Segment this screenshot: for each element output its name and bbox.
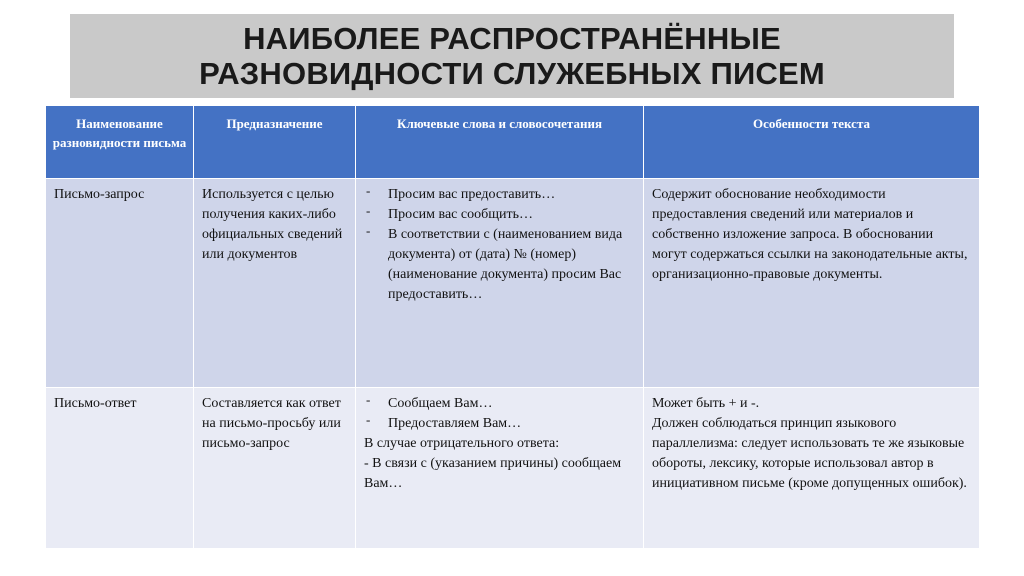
title-line-1: НАИБОЛЕЕ РАСПРОСТРАНЁННЫЕ	[243, 21, 781, 56]
cell-keywords	[356, 179, 644, 388]
cell-name: Письмо-ответ	[46, 388, 194, 549]
cell-keywords	[356, 388, 644, 549]
header-purpose: Предназначение	[194, 106, 356, 179]
list-item: - Предоставляем Вам…	[364, 414, 635, 434]
title-banner	[70, 14, 954, 98]
cell-purpose: Составляется как ответ на письмо-просьбу или письмо-запрос	[194, 388, 356, 549]
table-row	[46, 388, 980, 549]
negative-answer-phrase: - В связи с (указанием причины) сообщаем Вам…	[364, 456, 622, 491]
features-line: Должен соблюдаться принцип языкового параллелизма: следует использовать те же языковые обороты, лексику, которые использовал автор в инициативном письме (кроме допущенных ошибок).	[652, 416, 967, 491]
keyword-list	[364, 394, 635, 434]
header-features: Особенности текста	[644, 106, 980, 179]
table-header-row	[46, 106, 980, 179]
keyword-list	[364, 185, 635, 305]
table-row	[46, 179, 980, 388]
list-item: - Просим вас сообщить…	[364, 205, 635, 225]
list-item: - Просим вас предоставить…	[364, 185, 635, 205]
cell-features: Содержит обоснование необходимости предоставления сведений или материалов и собственно изложение запроса. В обосновании могут содержаться ссылки на законодательные акты, организационно-правовые документы.	[644, 179, 980, 388]
header-keywords: Ключевые слова и словосочетания	[356, 106, 644, 179]
header-name: Наименование разновидности письма	[46, 106, 194, 179]
cell-purpose: Используется с целью получения каких-либо официальных сведений или документов	[194, 179, 356, 388]
features-line: Может быть + и -.	[652, 396, 760, 411]
list-item: - Сообщаем Вам…	[364, 394, 635, 414]
negative-answer-label: В случае отрицательного ответа:	[364, 436, 560, 451]
list-item: - В соответствии с (наименованием вида документа) от (дата) № (номер) (наименование документа) просим Вас предоставить…	[364, 225, 635, 305]
title-line-2: РАЗНОВИДНОСТИ СЛУЖЕБНЫХ ПИСЕМ	[199, 56, 825, 91]
letter-types-table	[45, 105, 980, 549]
cell-features	[644, 388, 980, 549]
cell-name: Письмо-запрос	[46, 179, 194, 388]
